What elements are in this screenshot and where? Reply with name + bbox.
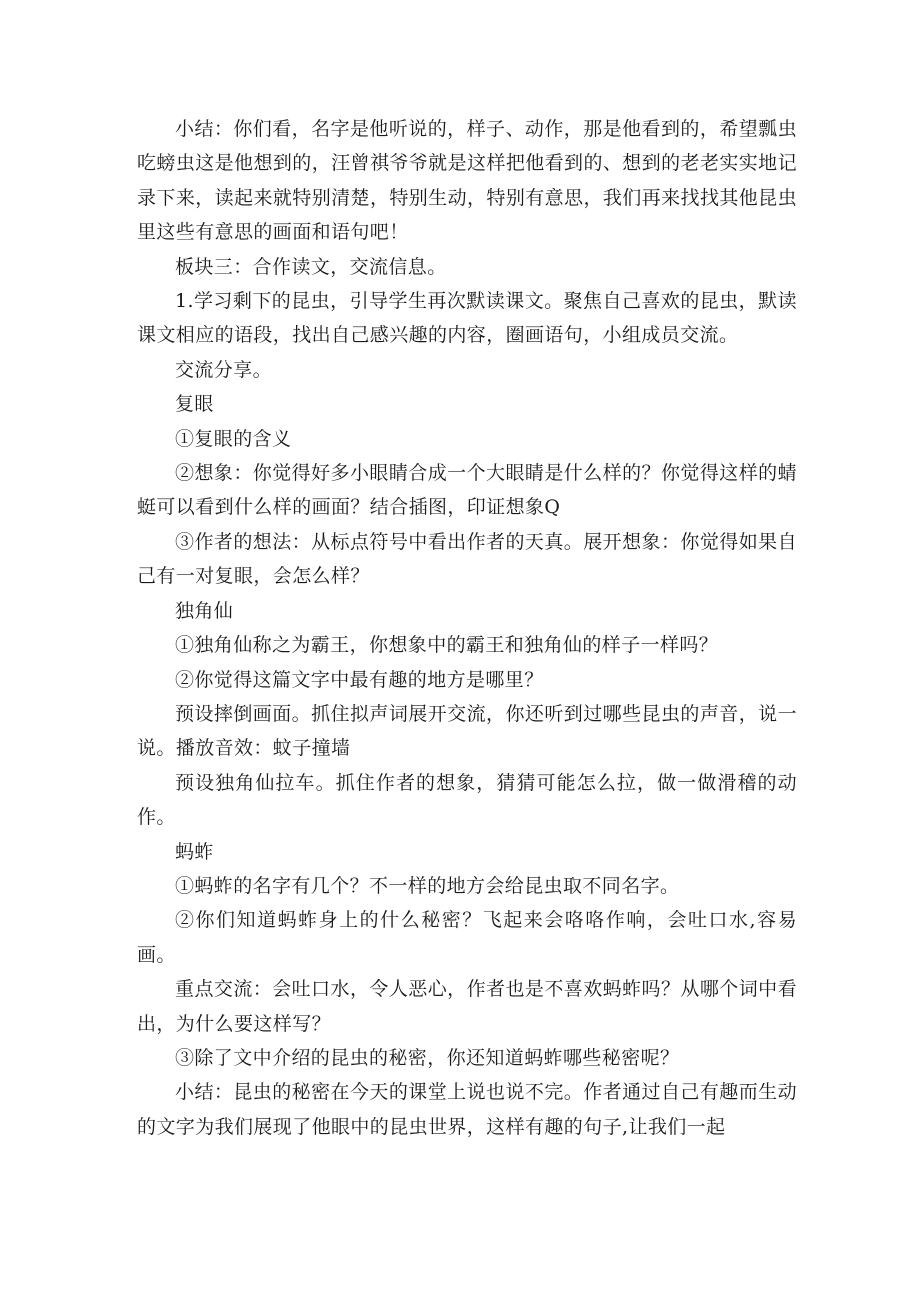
paragraph-compound-eye-2: ②想象：你觉得好多小眼睛合成一个大眼睛是什么样的？你觉得这样的蜻蜓可以看到什么样的画面？结合插图，印证想象Q [137, 462, 797, 519]
paragraph-preset-pull-cart: 预设独角仙拉车。抓住作者的想象，猜猜可能怎么拉，做一做滑稽的动作。 [137, 771, 797, 829]
paragraph-compound-eye-3: ③作者的想法：从标点符号中看出作者的天真。展开想象：你觉得如果自己有一对复眼，会怎么样？ [137, 530, 797, 588]
paragraph-summary-2: 小结：昆虫的秘密在今天的课堂上说也说不完。作者通过自己有趣而生动的文字为我们展现了他眼中的昆虫世界，这样有趣的句子,让我们一起 [137, 1081, 797, 1138]
paragraph-section-three: 板块三：合作读文，交流信息。 [175, 255, 447, 278]
paragraph-heading-unicorn-beetle: 独角仙 [175, 599, 234, 622]
paragraph-grasshopper-2: ②你们知道蚂蚱身上的什么秘密？飞起来会咯咯作响，会吐口水,容易画。 [137, 909, 797, 966]
paragraph-heading-grasshopper: 蚂蚱 [175, 840, 214, 863]
paragraph-compound-eye-1: ①复眼的含义 [175, 427, 292, 450]
paragraph-summary-1: 小结：你们看，名字是他听说的，样子、动作，那是他看到的，希望瓢虫吃螃虫这是他想到的，汪曾祺爷爷就是这样把他看到的、想到的老老实实地记录下来，读起来就特别清楚，特别生动，特别有意思，我们再来找找其他昆虫里这些有意思的画面和语句吧！ [137, 118, 797, 244]
paragraph-key-discussion: 重点交流：会吐口水，令人恶心，作者也是不喜欢蚂蚱吗？从哪个词中看出，为什么要这样写？ [137, 978, 797, 1035]
paragraph-step-1: 1.学习剩下的昆虫，引导学生再次默读课文。聚焦自己喜欢的昆虫，默读课文相应的语段，找出自己感兴趣的内容，圈画语句，小组成员交流。 [137, 290, 797, 347]
paragraph-heading-compound-eye: 复眼 [175, 393, 214, 416]
paragraph-share: 交流分享。 [175, 358, 273, 381]
paragraph-unicorn-beetle-1: ①独角仙称之为霸王，你想象中的霸王和独角仙的样子一样吗？ [175, 634, 719, 657]
paragraph-grasshopper-3: ③除了文中介绍的昆虫的秘密，你还知道蚂蚱哪些秘密呢？ [175, 1046, 680, 1069]
document-body [137, 112, 797, 1144]
paragraph-preset-fall: 预设摔倒画面。抓住拟声词展开交流，你还听到过哪些昆虫的声音，说一说。播放音效：蚊子撞墙 [137, 702, 797, 760]
paragraph-grasshopper-1: ①蚂蚱的名字有几个？不一样的地方会给昆虫取不同名字。 [175, 874, 680, 897]
paragraph-unicorn-beetle-2: ②你觉得这篇文字中最有趣的地方是哪里？ [175, 668, 544, 691]
